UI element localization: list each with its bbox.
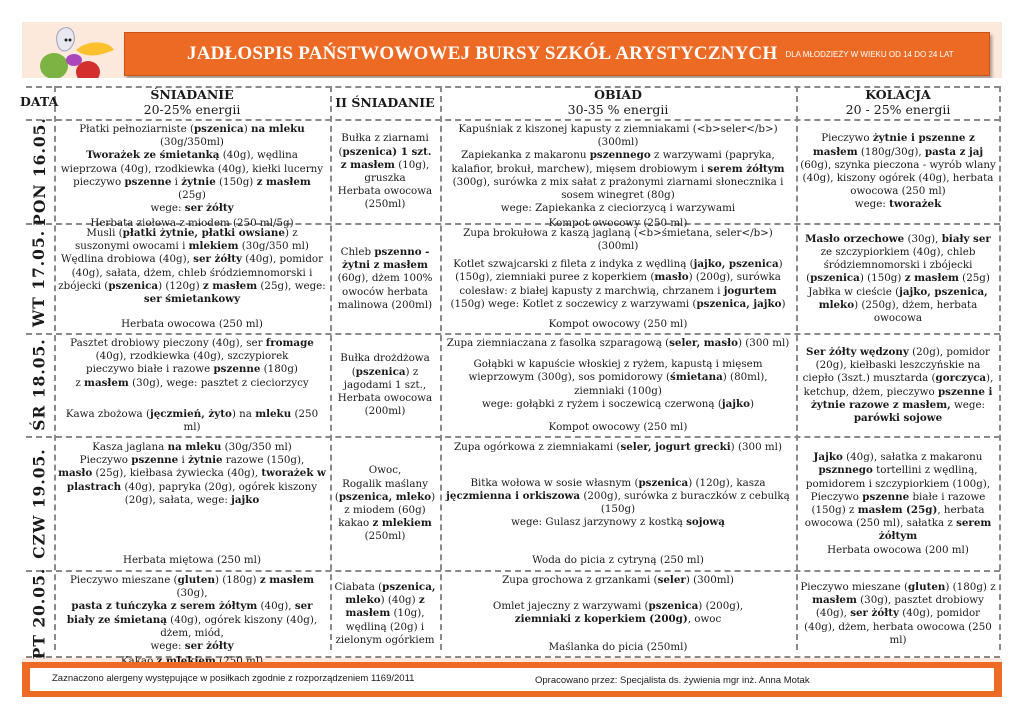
second-breakfast-text: Chleb pszenno - żytni z masłem (60g), dżem 100% owoców herbata malinowa (200ml)	[337, 245, 433, 311]
header-breakfast-title: ŚNIADANIE	[150, 87, 234, 102]
day-label-text: PT 20.05.	[29, 567, 49, 659]
header-date	[20, 94, 58, 109]
title-banner	[124, 32, 990, 76]
supper-text: Pieczywo żytnie i pszenne z masłem (180g/30g), pasta z jaj (60g), szynka pieczona - wyrób wlany (40g), kiszony ogórek (40g), herbata owocowa (250 ml) wege: tworażek	[800, 132, 996, 211]
breakfast-text: Kasza jaglana na mleku (30g/350 ml) Pieczywo pszenne i żytnie razowe (150g), masło (25g), kiełbasa żywiecka (40g), tworażek w plastrach (40g), papryka (20g), ogórek kiszony (20g), sałata, wege: jajko	[58, 441, 326, 506]
breakfast-cell	[56, 226, 328, 332]
supper-text: Masło orzechowe (30g), biały ser ze szczypiorkiem (40g), chleb śródziemnomorski i zbójecki (pszenica) (150g) z masłem (25g) Jabłka w cieście (jajko, pszenica, mleko) (250g), dżem, herbata owocowa	[805, 232, 991, 324]
lunch-soup: Zupa ziemniaczana z fasolka szparagową (seler, masło) (300 ml)	[446, 337, 790, 349]
lunch-main: Bitka wołowa w sosie własnym (pszenica) (120g), kasza jęczmienna i orkiszowa (200g), surówka z buraczków z cebulką (150g) wege: Gulasz jarzynowy z kostką sojową	[446, 476, 790, 529]
lunch-cell	[442, 573, 794, 655]
header-breakfast-energy: 20-25% energii	[143, 102, 241, 117]
breakfast-text: Pasztet drobiowy pieczony (40g), ser fromage (40g), rzodkiewka (40g), szczypiorek pieczywo białe i razowe pszenne (180g) z masłem (30g), wege: pasztet z cieciorzycy	[70, 337, 314, 389]
breakfast-text: Pieczywo mieszane (gluten) (180g) z masłem (30g), pasta z tuńczyka z serem żółtym (40g), ser biały ze śmietaną (40g), ogórek kiszony (40g), dżem, miód, wege: ser żółty	[66, 574, 318, 653]
lunch-main: Gołąbki w kapuście włoskiej z ryżem, kapustą i mięsem wieprzowym (300g), sos pomidorowy (śmietana) (80ml), ziemniaki (100g) wege: gołąbki z ryżem i soczewicą czerwoną (jajko)	[468, 358, 768, 410]
grid-line	[999, 86, 1001, 650]
day-label-text: WT 17.05.	[29, 229, 49, 327]
second-breakfast-cell	[332, 122, 438, 222]
breakfast-cell	[56, 573, 328, 655]
day-label	[22, 567, 56, 659]
second-breakfast-cell	[332, 226, 438, 332]
grid-line	[26, 436, 1000, 438]
grid-line	[26, 333, 1000, 335]
lunch-cell	[442, 226, 794, 332]
supper-text: Jajko (40g), sałatka z makaronu psznnego tortellini z wędliną, pomidorem i szczypiorkiem (100g), Pieczywo pszenne białe i razowe (150g) z masłem (25g), herbata owocowa (250 ml), sałatka z serem żółtym Herbata owocowa (200 ml)	[804, 451, 992, 556]
header-supper-title: KOLACJA	[865, 87, 931, 102]
day-label-text: ŚR 18.05.	[29, 338, 49, 431]
header-second-breakfast-title: II ŚNIADANIE	[335, 95, 435, 110]
lunch-drink: Kompot owocowy (250 ml)	[548, 317, 688, 330]
day-label-text: PON 16.05.	[29, 116, 49, 226]
second-breakfast-cell	[332, 573, 438, 655]
day-label	[22, 116, 56, 226]
breakfast-drink: Kawa zbożowa (jęczmień, żyto) na mleku (250 ml)	[65, 407, 319, 433]
lunch-soup: Kapuśniak z kiszonej kapusty z ziemniakami (<b>seler</b>) (300ml)	[458, 123, 778, 149]
lunch-main: Omlet jajeczny z warzywami (pszenica) (200g), ziemniaki z koperkiem (200g), owoc	[492, 599, 744, 625]
grid-line	[26, 119, 1000, 121]
header-date-label: DATA	[20, 94, 59, 109]
grid-line	[26, 570, 1000, 572]
lunch-soup: Zupa ogórkowa z ziemniakami (seler, jogurt grecki) (300 ml)	[454, 441, 782, 453]
lunch-main: Kotlet szwajcarski z fileta z indyka z wędliną (jajko, pszenica) (150g), ziemniaki puree z koperkiem (masło) (200g), surówka colesław: z białej kapusty z marchwią, chrzanem i jogurtem (150g) wege: Kotlet z soczewicy z warzywami (pszenica, jajko)	[450, 258, 786, 310]
header-breakfast	[56, 87, 328, 117]
page-subtitle: DLA MŁODZIEŻY W WIEKU OD 14 DO 24 LAT	[785, 49, 954, 59]
day-label	[22, 335, 56, 434]
header-lunch-energy: 30-35 % energii	[567, 102, 669, 117]
second-breakfast-text: Ciabata (pszenica, mleko) (40g) z masłem (10g), wędliną (20g) i zielonym ogórkiem	[334, 580, 436, 646]
lunch-soup: Zupa grochowa z grzankami (seler) (300ml)	[502, 574, 734, 586]
lunch-cell	[442, 122, 794, 230]
breakfast-drink: Herbata miętowa (250 ml)	[122, 553, 261, 566]
second-breakfast-text: Bułka drożdżowa (pszenica) z jagodami 1 szt., Herbata owocowa (200ml)	[337, 352, 433, 418]
supper-cell	[798, 336, 998, 435]
lunch-drink: Kompot owocowy (250 ml)	[548, 217, 688, 230]
supper-cell	[798, 226, 998, 332]
lunch-drink: Maślanka do picia (250ml)	[548, 640, 688, 653]
breakfast-text: Płatki pełnoziarniste (pszenica) na mleku (30g/350ml) Tworażek ze śmietanką (40g), wędlina wieprzowa (40g), rzodkiewka (40g), kiełki lucerny pieczywo pszenne i żytnie (150g) z masłem (25g) wege: ser żółty	[60, 123, 324, 215]
breakfast-cell	[56, 440, 328, 568]
lunch-soup: Zupa brokułowa z kaszą jaglaną (<b>śmietana, seler</b>) (300ml)	[463, 227, 773, 253]
lunch-cell	[442, 336, 794, 435]
supper-cell	[798, 573, 998, 655]
lunch-main: Zapiekanka z makaronu pszennego z warzywami (papryka, kalafior, brokuł, marchew), mięsem drobiowym i serem żółtym (300g), surówka z mix sałat z prażonymi ziarnami słonecznika i sosem winegret (80g) wege: Zapiekanka z cieciorzycą i warzywami	[451, 149, 785, 215]
breakfast-text: Musli (płatki żytnie, płatki owsiane) z suszonymi owocami i mlekiem (30g/350 ml) Wędlina drobiowa (40g), ser żółty (40g), pomidor (40g), sałata, dżem, chleb śródziemnomorski i zbójecki (pszenica) (120g) z masłem (25g), wege: ser śmietankowy	[58, 227, 326, 306]
supper-cell	[798, 440, 998, 568]
breakfast-cell	[56, 336, 328, 435]
supper-text: Ser żółty wędzony (20g), pomidor (20g), kiełbaski leszczyńskie na ciepło (3szt.) musztarda (gorczyca), ketchup, dżem, pieczywo pszenne i żytnie razowe z masłem, wege: parówki sojowe	[802, 345, 994, 424]
page-title: JADŁOSPIS PAŃSTWOWOWEJ BURSY SZKÓŁ ARYSTYCZNYCH	[187, 43, 778, 64]
breakfast-drink: Herbata ziołowa z miodem (250 ml/5g)	[90, 217, 294, 230]
supper-cell	[798, 122, 998, 222]
second-breakfast-text: Bułka z ziarnami (pszenica) 1 szt. z masłem (10g), gruszka Herbata owocowa (250ml)	[337, 132, 433, 211]
footer-box	[30, 668, 994, 691]
supper-text: Pieczywo mieszane (gluten) (180g) z masłem (30g), pasztet drobiowy (40g), ser żółty (40g), pomidor (40g), dżem, herbata owocowa (250 ml)	[800, 580, 996, 646]
menu-table	[22, 78, 1002, 658]
breakfast-drink: Herbata owocowa (250 ml)	[121, 317, 263, 330]
day-label	[22, 225, 56, 331]
second-breakfast-cell	[332, 440, 438, 568]
second-breakfast-text: Owoc, Rogalik maślany (pszenica, mleko) z miodem (60g) kakao z mlekiem (250ml)	[334, 464, 436, 543]
lunch-drink: Kompot owocowy (250 ml)	[548, 420, 688, 433]
header-lunch	[442, 87, 794, 117]
second-breakfast-cell	[332, 336, 438, 435]
lunch-cell	[442, 440, 794, 568]
day-label	[22, 438, 56, 568]
header-second-breakfast	[332, 95, 438, 110]
header-supper	[798, 87, 998, 117]
lunch-drink: Woda do picia z cytryną (250 ml)	[532, 553, 704, 566]
prepared-by: Opracowano przez: Specjalista ds. żywienia mgr inż. Anna Motak	[535, 675, 810, 686]
footer-bar	[22, 662, 1002, 697]
day-label-text: CZW 19.05.	[29, 447, 49, 559]
breakfast-cell	[56, 122, 328, 230]
header-lunch-title: OBIAD	[594, 87, 642, 102]
header-supper-energy: 20 - 25% energii	[845, 102, 951, 117]
allergen-note: Zaznaczono alergeny występujące w posiłkach zgodnie z rozporządzeniem 1169/2011	[52, 673, 415, 684]
